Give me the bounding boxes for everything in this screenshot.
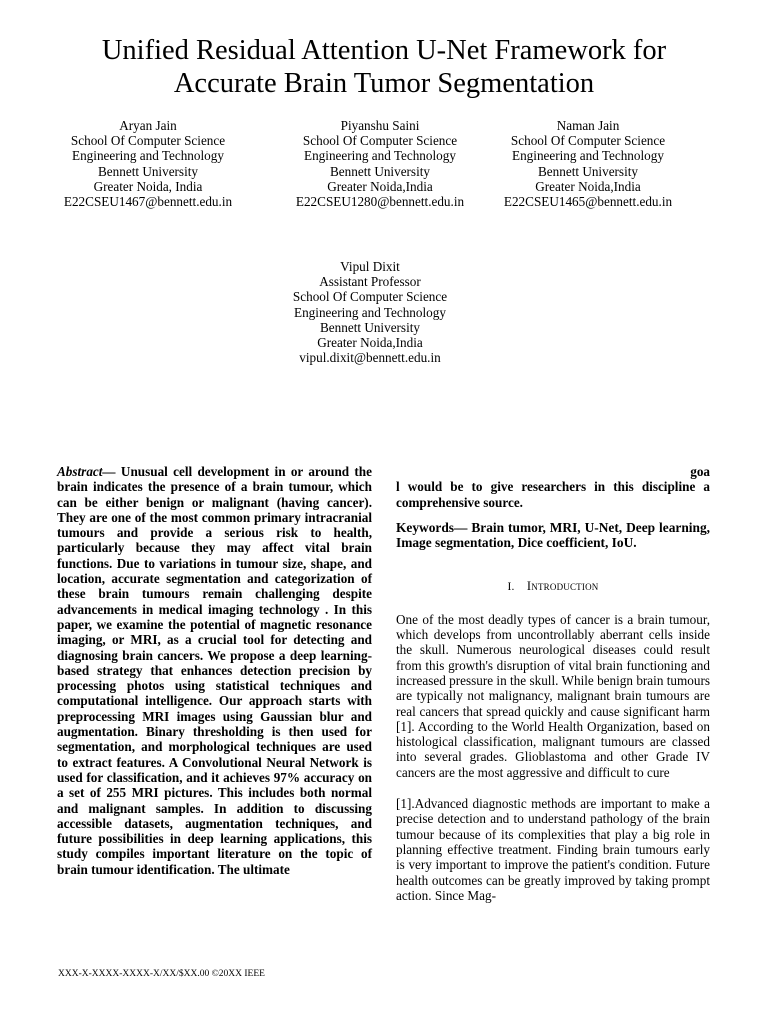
abstract-text: Unusual cell development in or around the brain indicates the presence of a brain tumour, which can be either benign or malignant (having cancer). They are one of the most common primary intracranial tumours and provide a serious risk to health, particularly because they may affect vital brain functions. Due to variations in tumour size, shape, and location, accurate segmentation and categorization of these brain tumours remain challenging despite advancements in medical imaging technology . In this paper, we examine the potential of magnetic resonance imaging, or MRI, as a crucial tool for detecting and diagnosing brain cancers. We propose a deep learning-based strategy that enhances detection precision by processing photos using statistical techniques and computational intelligence. Our approach starts with preprocessing MRI images using Gaussian blur and augmentation. Binary thresholding is then used for segmentation, and morphological techniques are used to extract features. A Convolutional Neural Network is used for classification, and it achieves 97% accuracy on a set of 255 MRI pictures. This includes both normal and malignant samples. In addition to discussing accessible datasets, augmentation techniques, and future possibilities in deep learning applications, this study compiles important literature on the topic of brain tumour identification. The ultimate	[57, 464, 372, 877]
author-name: Piyanshu Saini	[340, 118, 420, 133]
author-affiliation: School Of Computer Science	[292, 289, 448, 305]
author-affiliation: School Of Computer Science	[510, 133, 666, 149]
title-line-2: Accurate Brain Tumor Segmentation	[173, 68, 595, 99]
author-affiliation: School Of Computer Science	[302, 133, 458, 149]
author-name: Aryan Jain	[119, 118, 177, 133]
intro-paragraph-2: [1].Advanced diagnostic methods are important to make a precise detection and to understand pathology of the brain tumour because of its complexities that play a big role in planning effective treatment. Finding brain tumours early is very important to improve the patient's condition. Future health outcomes can be greatly improved by taking prompt action. Since Mag-	[396, 796, 710, 903]
abstract-continuation-2: l would be to give researchers in this discipline a comprehensive source.	[396, 479, 710, 510]
author-affiliation: Greater Noida,India	[535, 178, 641, 194]
author-affiliation: Greater Noida,India	[327, 178, 433, 194]
author-block-3	[490, 118, 686, 209]
author-affiliation: Engineering and Technology	[72, 148, 224, 164]
author-affiliation: Bennett University	[320, 319, 420, 335]
author-block-4	[272, 259, 468, 365]
author-block-2	[282, 118, 478, 209]
keywords: Keywords— Brain tumor, MRI, U-Net, Deep learning, Image segmentation, Dice coefficient, IoU.	[396, 519, 710, 551]
author-block-1	[50, 118, 246, 209]
author-title: Assistant Professor	[319, 274, 421, 290]
author-affiliation: Bennett University	[538, 163, 638, 179]
author-affiliation: Engineering and Technology	[304, 148, 456, 164]
abstract-label: Abstract—	[57, 464, 116, 479]
right-column	[396, 464, 710, 903]
section-title: Introduction	[526, 579, 599, 594]
author-affiliation: Engineering and Technology	[512, 148, 664, 164]
author-affiliation: Greater Noida,India	[317, 335, 423, 351]
author-affiliation: Engineering and Technology	[294, 304, 446, 320]
abstract-continuation-1: goa	[690, 464, 710, 479]
author-email: E22CSEU1467@bennett.edu.in	[63, 194, 233, 210]
copyright-footer: XXX-X-XXXX-XXXX-X/XX/$XX.00 ©20XX IEEE	[58, 969, 265, 979]
author-affiliation: Greater Noida, India	[93, 178, 203, 194]
author-name: Vipul Dixit	[340, 259, 400, 274]
section-number: I.	[507, 581, 515, 594]
author-name: Naman Jain	[556, 118, 620, 133]
intro-paragraph-1: One of the most deadly types of cancer is a brain tumour, which develops from uncontrollably aberrant cells inside the skull. Numerous neurological diseases could result from this growth's disruption of vital brain functioning and increased pressure in the skull. While benign brain tumours are typically not malignancy, malignant brain tumours are real cancers that spread quickly and cause significant harm [1]. According to the World Health Organization, based on histological classification, malignant tumours are classed into several grades. Glioblastoma and other Grade IV cancers are the most aggressive and difficult to cure	[396, 611, 710, 780]
author-email: vipul.dixit@bennett.edu.in	[299, 350, 441, 366]
author-affiliation: Bennett University	[330, 163, 430, 179]
section-heading	[396, 579, 710, 595]
author-affiliation: School Of Computer Science	[70, 133, 226, 149]
abstract	[57, 464, 372, 877]
author-email: E22CSEU1465@bennett.edu.in	[503, 194, 673, 210]
paper-title	[40, 34, 728, 100]
author-email: E22CSEU1280@bennett.edu.in	[295, 194, 465, 210]
title-line-1: Unified Residual Attention U-Net Framework for	[101, 35, 667, 66]
author-affiliation: Bennett University	[98, 163, 198, 179]
